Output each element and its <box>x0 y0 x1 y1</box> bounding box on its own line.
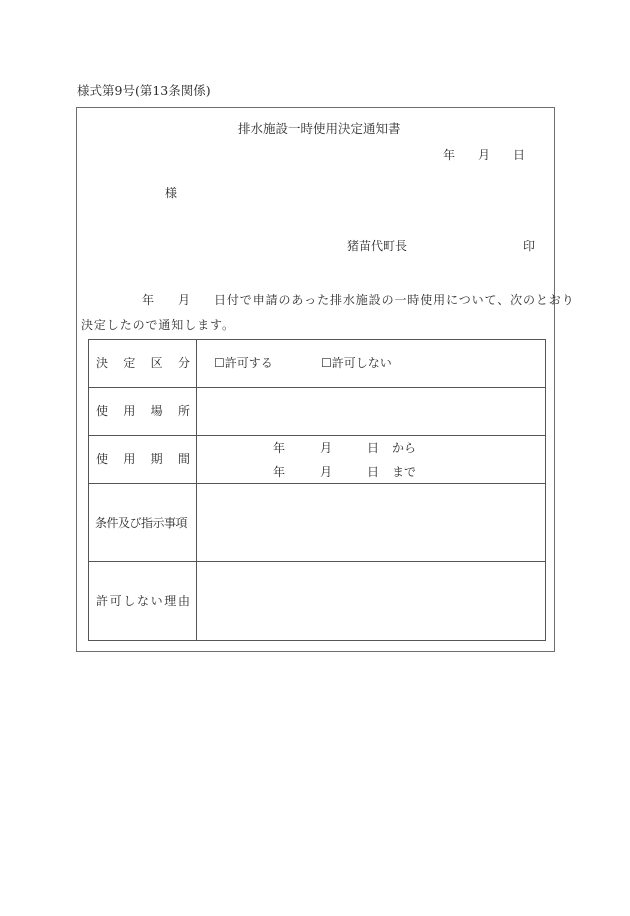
period-to-month: 月 <box>320 465 333 479</box>
seal-mark: 印 <box>523 239 536 253</box>
option-permit-label: 許可する <box>224 356 273 370</box>
period-to-suffix: まで <box>392 465 417 479</box>
row-label-usage-location: 使 用 場 所 <box>96 404 190 418</box>
period-to-day: 日 <box>367 465 380 479</box>
option-permit[interactable] <box>214 357 273 369</box>
body-month: 月 <box>178 293 191 307</box>
option-deny-label: 許可しない <box>331 356 392 370</box>
table-column-divider <box>196 339 197 641</box>
body-year: 年 <box>142 293 155 307</box>
row-label-decision-type: 決 定 区 分 <box>96 356 190 370</box>
period-from-month: 月 <box>320 441 333 455</box>
period-from-year: 年 <box>273 441 286 455</box>
issue-date-month: 月 <box>478 148 491 162</box>
issuer-name: 猪苗代町長 <box>347 239 408 253</box>
body-text-line1: 日付で申請のあった排水施設の一時使用について、次のとおり <box>214 293 575 307</box>
table-row-divider <box>88 561 546 562</box>
conditions-field[interactable] <box>200 487 544 559</box>
period-from-suffix: から <box>392 441 417 455</box>
row-label-conditions: 条件及び指示事項 <box>95 516 188 530</box>
denial-reason-field[interactable] <box>200 565 544 639</box>
usage-location-field[interactable] <box>200 389 544 433</box>
addressee-suffix: 様 <box>165 186 178 200</box>
checkbox-icon[interactable]: ☐ <box>214 356 225 370</box>
period-to-year: 年 <box>273 465 286 479</box>
option-deny[interactable] <box>321 357 392 369</box>
period-from-day: 日 <box>367 441 380 455</box>
document-title: 排水施設一時使用決定通知書 <box>238 121 401 136</box>
table-row-divider <box>88 483 546 484</box>
table-row-divider <box>88 387 546 388</box>
row-label-denial-reason: 許 可 し な い 理 由 <box>96 594 190 608</box>
table-row-divider <box>88 435 546 436</box>
form-number: 様式第9号(第13条関係) <box>77 83 211 98</box>
issue-date-year: 年 <box>443 148 456 162</box>
issue-date-day: 日 <box>513 148 526 162</box>
checkbox-icon[interactable]: ☐ <box>321 356 332 370</box>
row-label-usage-period: 使 用 期 間 <box>96 452 190 466</box>
body-text-line2: 決定したので通知します。 <box>81 318 235 332</box>
